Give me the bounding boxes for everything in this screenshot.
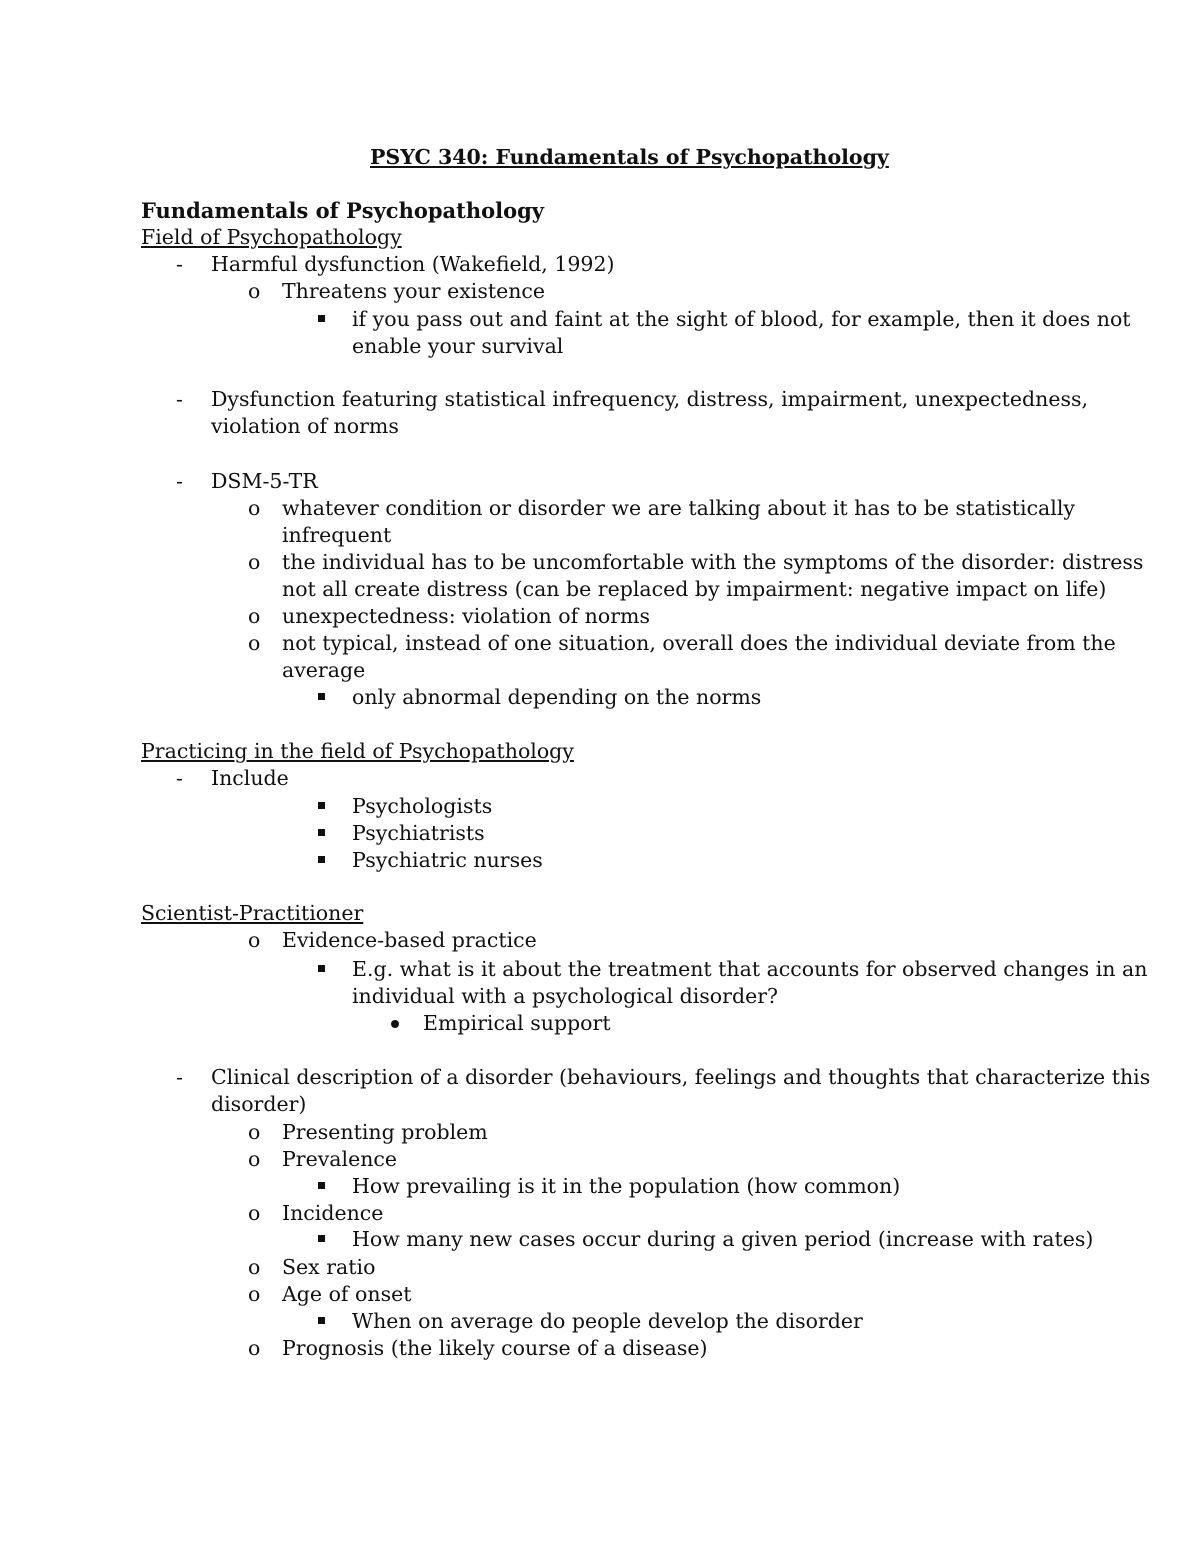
dash-bullet: - [176,387,183,411]
circle-bullet: o [248,1120,261,1144]
list-item: Incidence [282,1201,384,1225]
list-item-continued: not all create distress (can be replaced by impairment: negative impact on life) [282,577,1107,601]
list-item: Include [211,766,289,790]
document-title: PSYC 340: Fundamentals of Psychopathology [370,145,889,169]
dash-bullet: - [176,469,183,493]
subheading-practicing: Practicing in the field of Psychopathology [141,739,574,763]
circle-bullet: o [248,1201,261,1225]
list-item-continued: violation of norms [211,414,399,438]
list-item-continued: disorder) [211,1092,307,1116]
circle-bullet: o [248,550,261,574]
list-item: Prognosis (the likely course of a disease) [282,1336,708,1360]
circle-bullet: o [248,1255,261,1279]
list-item: Prevalence [282,1147,398,1171]
square-bullet [318,856,325,863]
list-item: How prevailing is it in the population (how common) [352,1174,901,1198]
square-bullet [318,829,325,836]
list-item: Age of onset [282,1282,412,1306]
square-bullet [318,315,325,322]
list-item: Harmful dysfunction (Wakefield, 1992) [211,252,615,276]
square-bullet [318,965,325,972]
list-item-continued: average [282,658,366,682]
dash-bullet: - [176,252,183,276]
circle-bullet: o [248,1147,261,1171]
square-bullet [318,1182,325,1189]
section-heading: Fundamentals of Psychopathology [141,198,544,223]
dash-bullet: - [176,1065,183,1089]
list-item-continued: infrequent [282,523,392,547]
list-item: if you pass out and faint at the sight of blood, for example, then it does not [352,307,1131,331]
list-item: Clinical description of a disorder (behaviours, feelings and thoughts that characterize this [211,1065,1151,1089]
list-item: not typical, instead of one situation, overall does the individual deviate from the [282,631,1116,655]
list-item: Dysfunction featuring statistical infrequency, distress, impairment, unexpectedness, [211,387,1089,411]
list-item: Threatens your existence [282,279,546,303]
list-item: Presenting problem [282,1120,488,1144]
list-item: Psychiatric nurses [352,848,543,872]
list-item: Sex ratio [282,1255,376,1279]
list-item: whatever condition or disorder we are talking about it has to be statistically [282,496,1075,520]
circle-bullet: o [248,604,261,628]
list-item: Psychologists [352,794,493,818]
list-item: the individual has to be uncomfortable with the symptoms of the disorder: distress [282,550,1144,574]
square-bullet [318,1317,325,1324]
circle-bullet: o [248,496,261,520]
list-item-continued: enable your survival [352,334,564,358]
list-item-continued: individual with a psychological disorder? [352,984,778,1008]
square-bullet [318,693,325,700]
circle-bullet: o [248,631,261,655]
list-item: unexpectedness: violation of norms [282,604,650,628]
circle-bullet: o [248,279,261,303]
list-item: When on average do people develop the disorder [352,1309,863,1333]
subheading-scientist: Scientist-Practitioner [141,901,364,925]
list-item: Empirical support [423,1011,611,1035]
circle-bullet: o [248,928,261,952]
list-item: only abnormal depending on the norms [352,685,762,709]
round-bullet [391,1020,399,1028]
square-bullet [318,1235,325,1242]
circle-bullet: o [248,1282,261,1306]
list-item: Evidence-based practice [282,928,537,952]
list-item: Psychiatrists [352,821,485,845]
subheading-field: Field of Psychopathology [141,225,402,249]
circle-bullet: o [248,1336,261,1360]
dash-bullet: - [176,766,183,790]
list-item: DSM-5-TR [211,469,318,493]
list-item: E.g. what is it about the treatment that accounts for observed changes in an [352,957,1148,981]
square-bullet [318,802,325,809]
list-item: How many new cases occur during a given period (increase with rates) [352,1227,1094,1251]
